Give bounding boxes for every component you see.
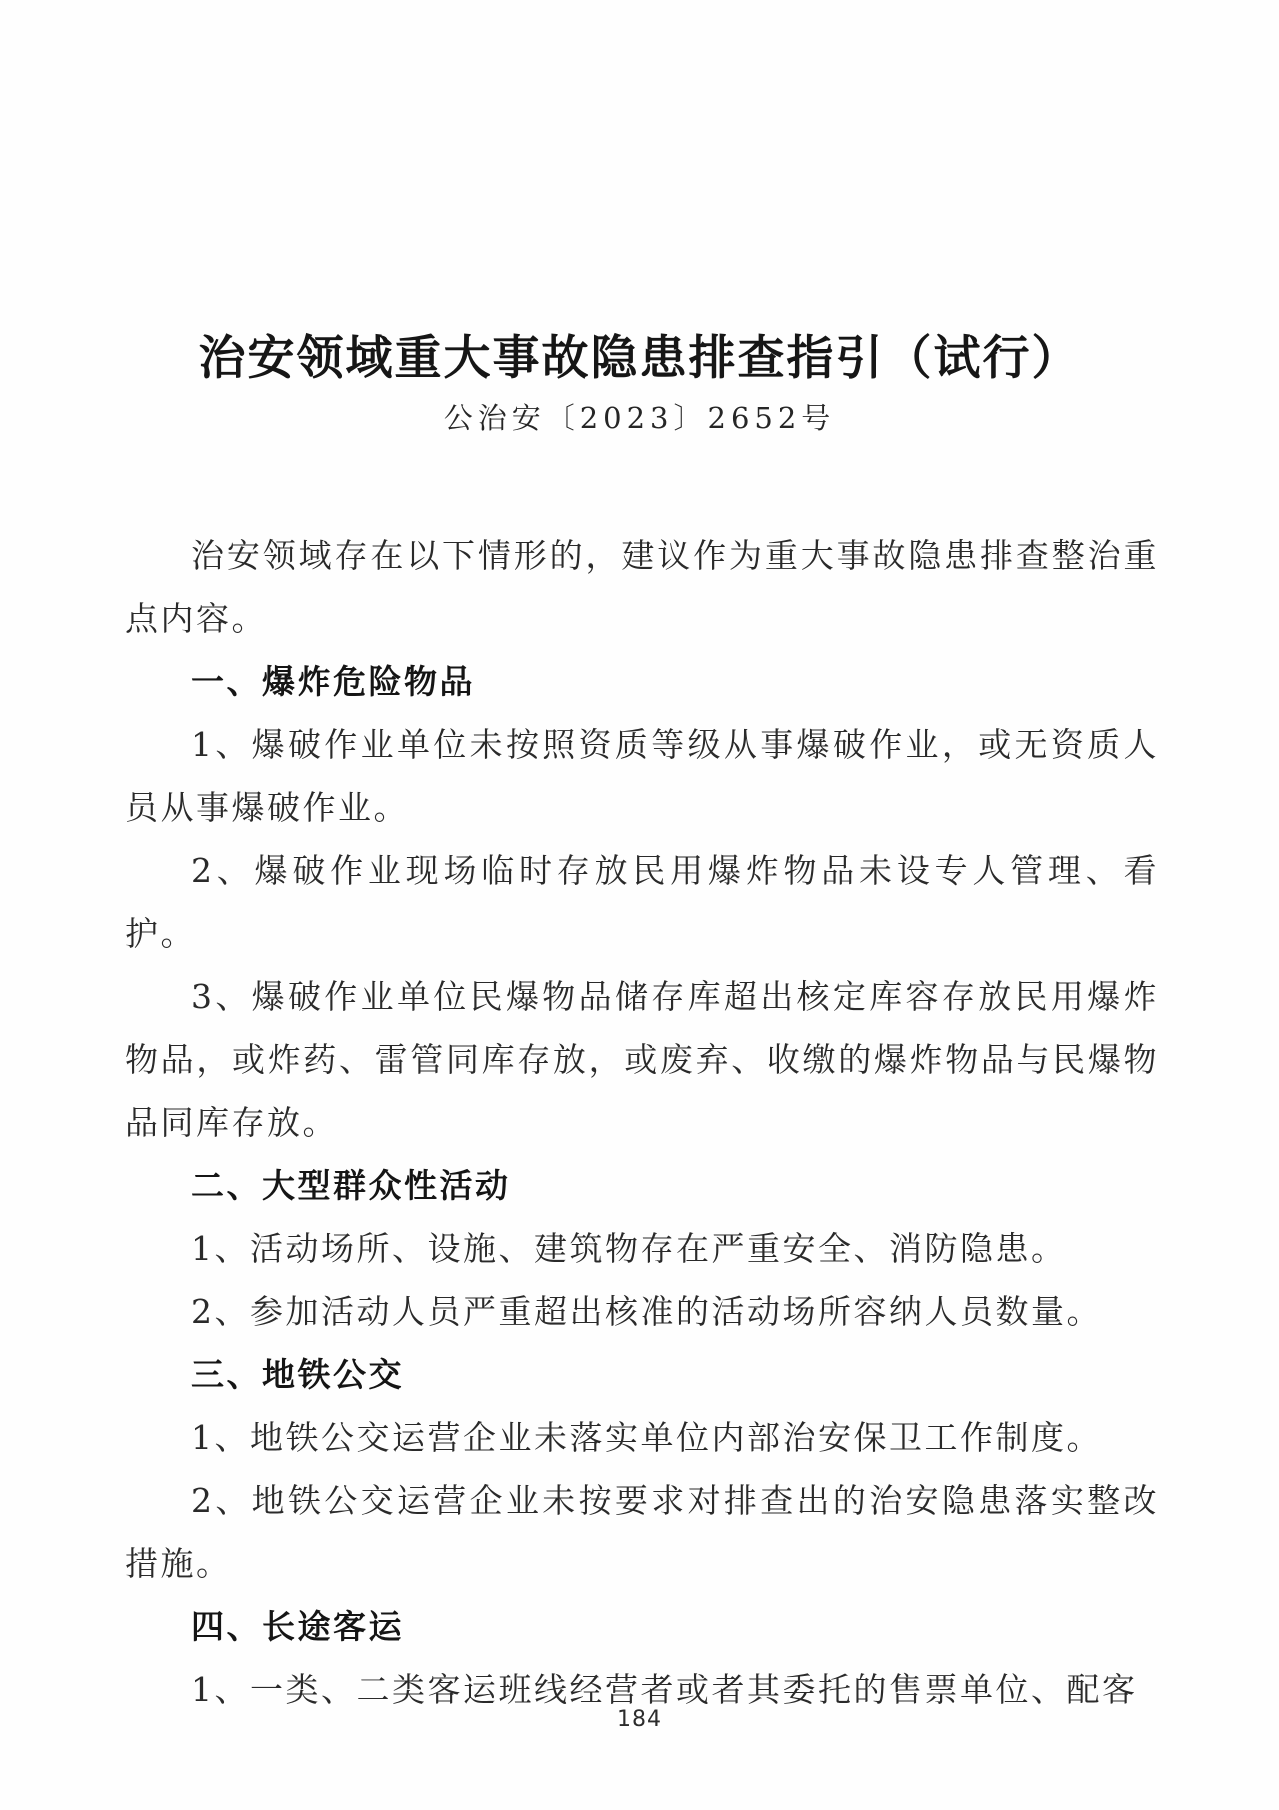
section-2-item-2: 2、参加活动人员严重超出核准的活动场所容纳人员数量。 <box>191 1292 1102 1331</box>
section-heading-4: 四、长途客运 <box>191 1607 404 1646</box>
section-4-item-1: 1、一类、二类客运班线经营者或者其委托的售票单位、配客 <box>191 1670 1138 1709</box>
document-title: 治安领域重大事故隐患排查指引（试行） <box>198 331 1081 386</box>
section-3-item-2: 2、地铁公交运营企业未按要求对排查出的治安隐患落实整改措施。 <box>125 1481 1159 1583</box>
document-body <box>125 524 1159 1721</box>
section-heading-3: 三、地铁公交 <box>191 1355 404 1394</box>
section-heading-1: 一、爆炸危险物品 <box>191 662 475 701</box>
section-3-item-1: 1、地铁公交运营企业未落实单位内部治安保卫工作制度。 <box>191 1418 1102 1457</box>
section-1-item-1: 1、爆破作业单位未按照资质等级从事爆破作业，或无资质人员从事爆破作业。 <box>125 725 1159 827</box>
section-2-item-1: 1、活动场所、设施、建筑物存在严重安全、消防隐患。 <box>191 1229 1067 1268</box>
section-1-item-3: 3、爆破作业单位民爆物品储存库超出核定库容存放民用爆炸物品，或炸药、雷管同库存放，或废弃、收缴的爆炸物品与民爆物品同库存放。 <box>125 977 1159 1142</box>
section-heading-2: 二、大型群众性活动 <box>191 1166 511 1205</box>
page-number: 184 <box>617 1707 662 1732</box>
document-number: 公治安〔2023〕2652号 <box>443 401 836 435</box>
section-1-item-2: 2、爆破作业现场临时存放民用爆炸物品未设专人管理、看护。 <box>125 851 1159 953</box>
intro-paragraph: 治安领域存在以下情形的，建议作为重大事故隐患排查整治重点内容。 <box>125 536 1159 638</box>
